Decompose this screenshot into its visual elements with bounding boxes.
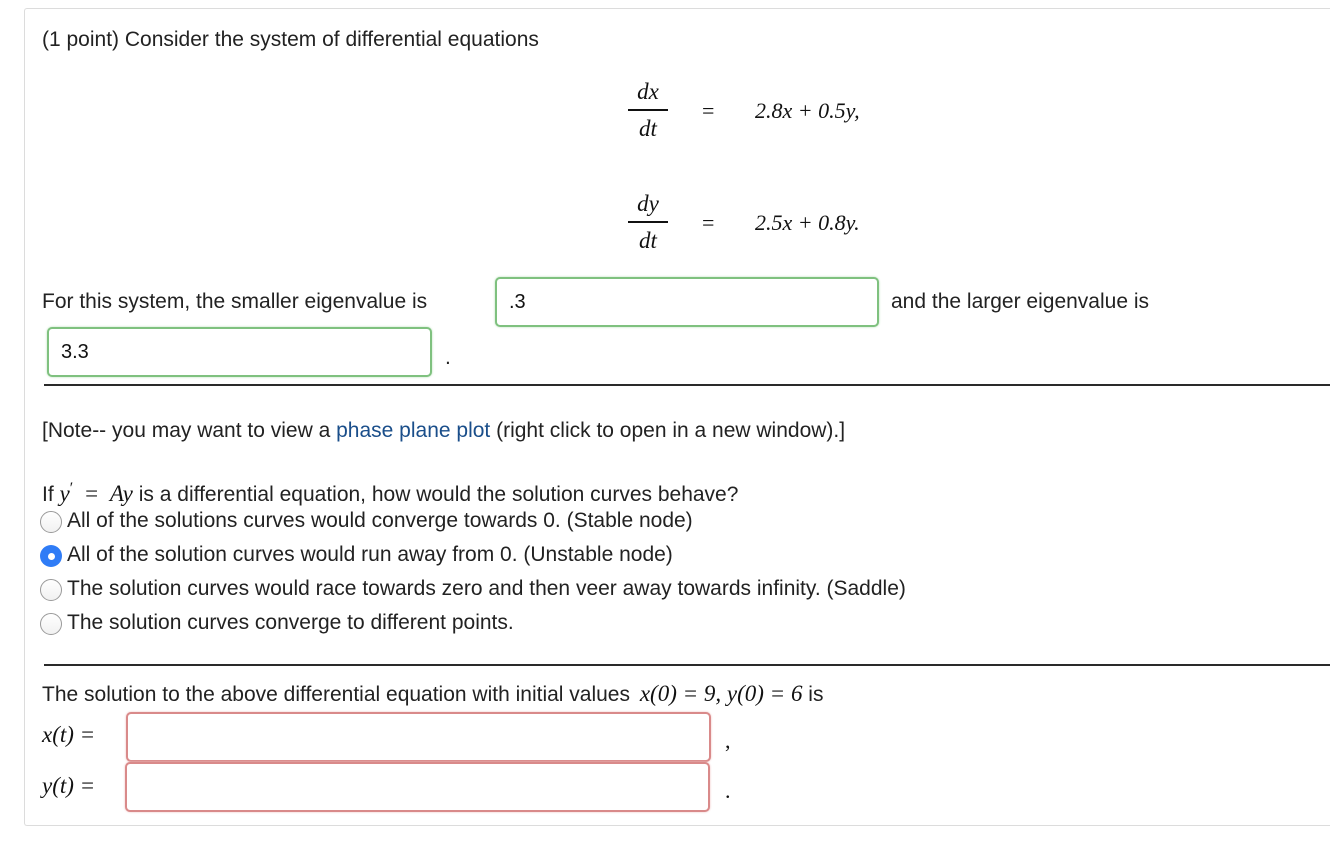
note-prefix: [Note-- you may want to view a [42,419,337,442]
question-y: y [59,481,70,506]
x-of-t-comma: , [725,728,731,753]
equation-2-denominator: dt [639,227,657,253]
equation-1-fraction [628,78,668,143]
question-equals: = [85,481,99,506]
y-of-t-period: . [725,778,731,803]
x-of-t-label: x(t) = [42,722,96,747]
phase-plane-note [42,418,845,444]
equation-1-fraction-bar [628,109,668,111]
option-unstable-node-radio[interactable] [40,545,62,567]
option-saddle-radio[interactable] [40,579,62,601]
option-unstable-node-label[interactable]: All of the solution curves would run away from 0. (Unstable node) [67,543,673,566]
equation-2-fraction-bar [628,221,668,223]
y-of-t-input[interactable] [125,762,710,812]
x-of-t-input[interactable] [126,712,711,762]
divider-2 [44,664,1330,666]
phase-plane-plot-link[interactable]: phase plane plot [336,419,491,442]
note-suffix: (right click to open in a new window).] [490,419,846,442]
question-if: If [42,483,54,506]
behavior-question [42,476,738,508]
option-saddle-label[interactable]: The solution curves would race towards zero and then veer away towards infinity. (Saddle) [67,577,906,600]
equation-1-rhs: 2.8x + 0.5y, [755,98,860,123]
solution-is: is [808,683,824,706]
option-stable-node-radio[interactable] [40,511,62,533]
option-different-points-radio[interactable] [40,613,62,635]
larger-eigenvalue-input[interactable] [47,327,432,377]
question-rest: is a differential equation, how would the solution curves behave? [138,483,739,506]
equation-1-denominator: dt [639,115,657,141]
smaller-eigenvalue-label: For this system, the smaller eigenvalue is [42,290,428,313]
smaller-eigenvalue-input[interactable] [495,277,879,327]
equation-2-equals: = [702,210,715,235]
option-stable-node-label[interactable]: All of the solutions curves would converge towards 0. (Stable node) [67,509,693,532]
solution-intro-line [42,681,823,708]
equation-1-equals: = [702,98,715,123]
y-of-t-label: y(t) = [42,773,96,798]
equation-2-fraction [628,190,668,255]
equation-2-rhs: 2.5x + 0.8y. [755,210,860,235]
divider-1 [44,384,1330,386]
question-ay: Ay [109,481,133,506]
equation-1-numerator: dx [637,79,659,104]
equation-2-numerator: dy [637,191,659,216]
problem-intro: (1 point) Consider the system of differential equations [42,28,539,51]
larger-eigenvalue-label: and the larger eigenvalue is [891,290,1150,313]
option-different-points-label[interactable]: The solution curves converge to different points. [67,611,514,634]
solution-intro: The solution to the above differential equation with initial values [42,683,630,706]
initial-values: x(0) = 9, y(0) = 6 [639,681,803,706]
eigenvalue-period: . [445,346,451,369]
question-prime: ′ [69,480,74,497]
